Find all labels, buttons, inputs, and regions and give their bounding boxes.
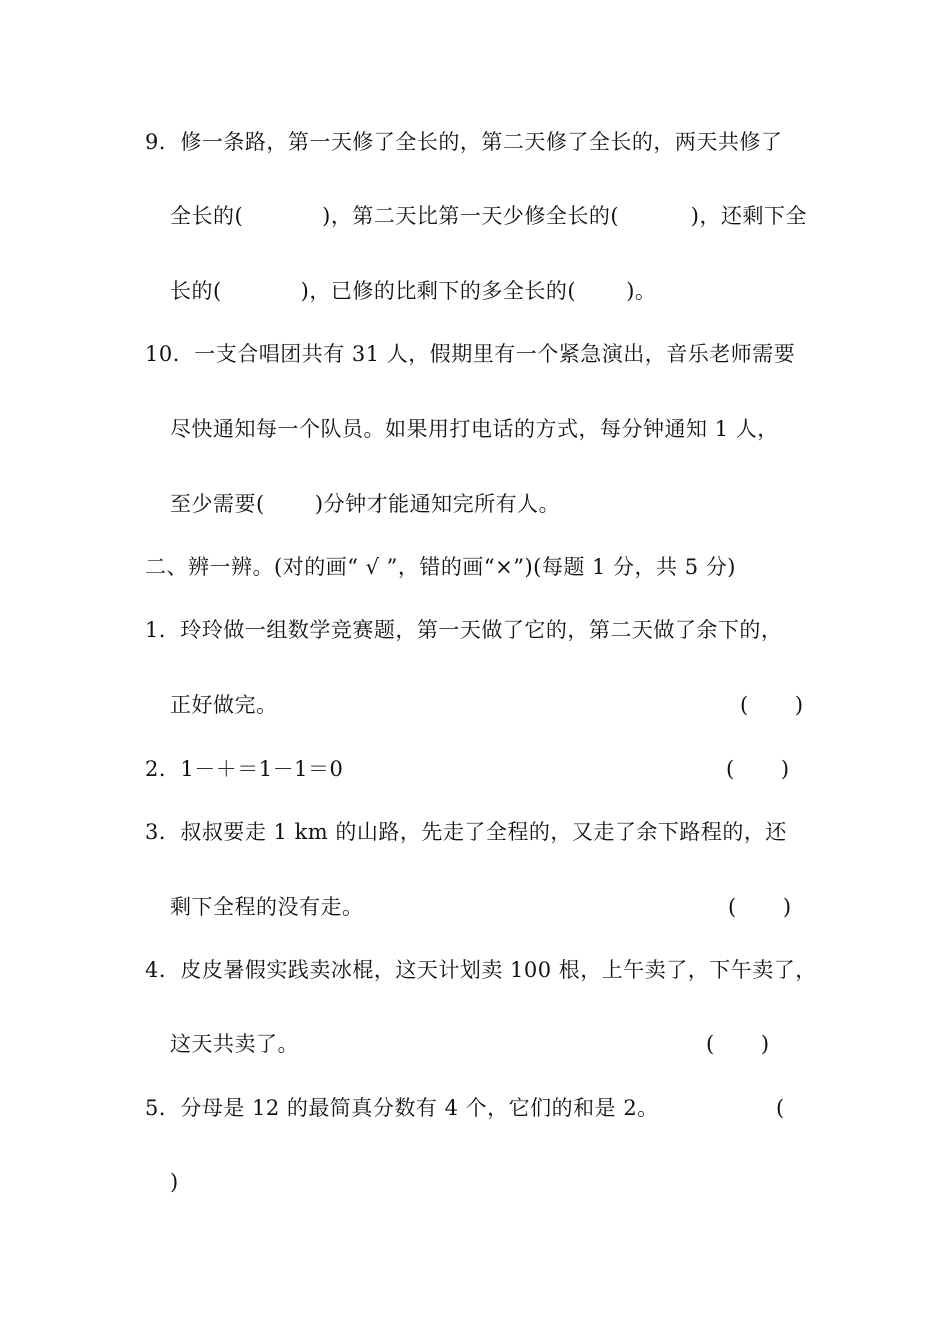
judge-item-3-line-2: 剩下全程的没有走。 <box>170 895 364 919</box>
answer-parentheses: ( ) <box>726 757 790 781</box>
q9-line-2: 全长的( )，第二天比第一天少修全长的( )，还剩下全 <box>170 204 807 228</box>
judge-item-3-line-1: 3．叔叔要走 1 km 的山路，先走了全程的，又走了余下路程的，还 <box>145 820 787 844</box>
judge-item-5-line-1: 5．分母是 12 的最简真分数有 4 个，它们的和是 2。 <box>145 1096 659 1120</box>
answer-parentheses: ( ) <box>728 895 792 919</box>
q9-line-3: 长的( )，已修的比剩下的多全长的( )。 <box>170 279 657 303</box>
judge-item-1-line-1: 1．玲玲做一组数学竞赛题，第一天做了它的，第二天做了余下的， <box>145 618 783 642</box>
answer-parentheses: ( ) <box>706 1032 770 1056</box>
answer-parentheses-open: ( <box>776 1096 785 1120</box>
judge-item-4-line-1: 4．皮皮暑假实践卖冰棍，这天计划卖 100 根，上午卖了，下午卖了， <box>145 958 817 982</box>
q10-line-2: 尽快通知每一个队员。如果用打电话的方式，每分钟通知 1 人， <box>170 417 779 441</box>
judge-item-2-line-1: 2．1－＋＝1－1＝0 <box>145 757 344 781</box>
judge-item-4-line-2: 这天共卖了。 <box>170 1032 299 1056</box>
judge-item-1-line-2: 正好做完。 <box>170 693 278 717</box>
q10-line-1: 10．一支合唱团共有 31 人，假期里有一个紧急演出，音乐老师需要 <box>145 342 796 366</box>
q9-line-1: 9．修一条路，第一天修了全长的，第二天修了全长的，两天共修了 <box>145 130 783 154</box>
answer-parentheses-close: ) <box>170 1170 179 1194</box>
q10-line-3: 至少需要( )分钟才能通知完所有人。 <box>170 492 561 516</box>
section-2-heading: 二、辨一辨。(对的画“ √ ”，错的画“×”)(每题 1 分，共 5 分) <box>145 555 736 579</box>
answer-parentheses: ( ) <box>740 693 804 717</box>
